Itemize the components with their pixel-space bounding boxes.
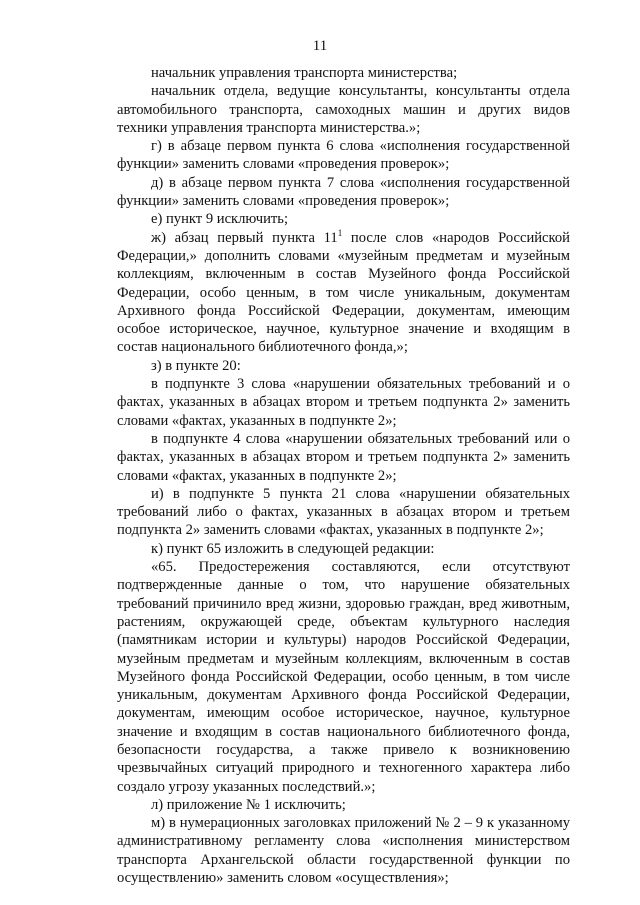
paragraph-transport-head: начальник управления транспорта министерства; [151, 65, 458, 81]
paragraph-item-l: л) приложение № 1 исключить; [151, 796, 346, 813]
paragraph-department-head: начальник отдела, ведущие консультанты, консультанты отдела автомобильного транспорта, самоходных машин и других видов техники управления транспорта министерства.»; [117, 83, 570, 136]
item-zh-text-end: после слов «народов Российской Федерации,» дополнить словами «музейным предметам и музейным коллекциям, включенным в состав Музейного фонда Российской Федерации, особо ценным, в том числе уникальным, документам Архивного фонда Российской Федерации, документам, имеющим особое историческое, научное, культурное значение и входящим в состав национального библиотечного фонда,»; [117, 229, 570, 356]
paragraph-item-i: и) в подпункте 5 пункта 21 слова «нарушении обязательных требований либо о фактах, указанных в абзацах втором и третьем подпункта 2» заменить словами «фактах, указанных в подпункте 2»; [117, 485, 570, 539]
paragraph-item-k: к) пункт 65 изложить в следующей редакции: [151, 540, 435, 557]
paragraph-item-m: м) в нумерационных заголовках приложений № 2 – 9 к указанному административному регламенту слова «исполнения министерством транспорта Архангельской области государственной функции по осуществлению» заменить словом «осуществления»; [117, 815, 570, 887]
paragraph-item-z: з) в пункте 20: [151, 357, 241, 374]
page-number: 11 [312, 38, 328, 54]
paragraph-subitem-3: в подпункте 3 слова «нарушении обязательных требований и о фактах, указанных в абзацах втором и третьем подпункта 2» заменить словами «фактах, указанных в подпункте 2»; [117, 376, 570, 429]
paragraph-item-d: д) в абзаце первом пункта 7 слова «исполнения государственной функции» заменить словами «проведения проверок»; [117, 174, 570, 210]
paragraph-subitem-4: в подпункте 4 слова «нарушении обязательных требований или о фактах, указанных в абзацах втором и третьем подпункта 2» заменить словами «фактах, указанных в подпункте 2»; [117, 430, 570, 484]
paragraph-item-e: е) пункт 9 исключить; [151, 211, 289, 228]
paragraph-item-65: «65. Предостережения составляются, если отсутствуют подтвержденные данные о том, что нарушение обязательных требований причинило вред жизни, здоровью граждан, вред животным, растениям, окружающей среде, объектам культурного наследия (памятникам истории и культуры) народов Российской Федерации, музейным предметам и музейным коллекциям, включенным в состав Музейного фонда Российской Федерации, особо ценным, в том числе уникальным, документам Архивного фонда Российской Федерации, документам, имеющим особое историческое, научное, культурное значение и входящим в состав национального библиотечного фонда, безопасности государства, а также привело к возникновению чрезвычайных ситуаций природного и техногенного характера либо создало угрозу указанных последствий.»; [117, 559, 570, 795]
item-zh-text-start: ж) абзац первый пункта 11 [151, 229, 338, 246]
document-body [117, 64, 570, 887]
paragraph-item-g: г) в абзаце первом пункта 6 слова «исполнения государственной функции» заменить словами «проведения проверок»; [117, 138, 570, 173]
item-zh-superscript: 1 [337, 227, 343, 238]
paragraph-item-zh [117, 229, 570, 357]
